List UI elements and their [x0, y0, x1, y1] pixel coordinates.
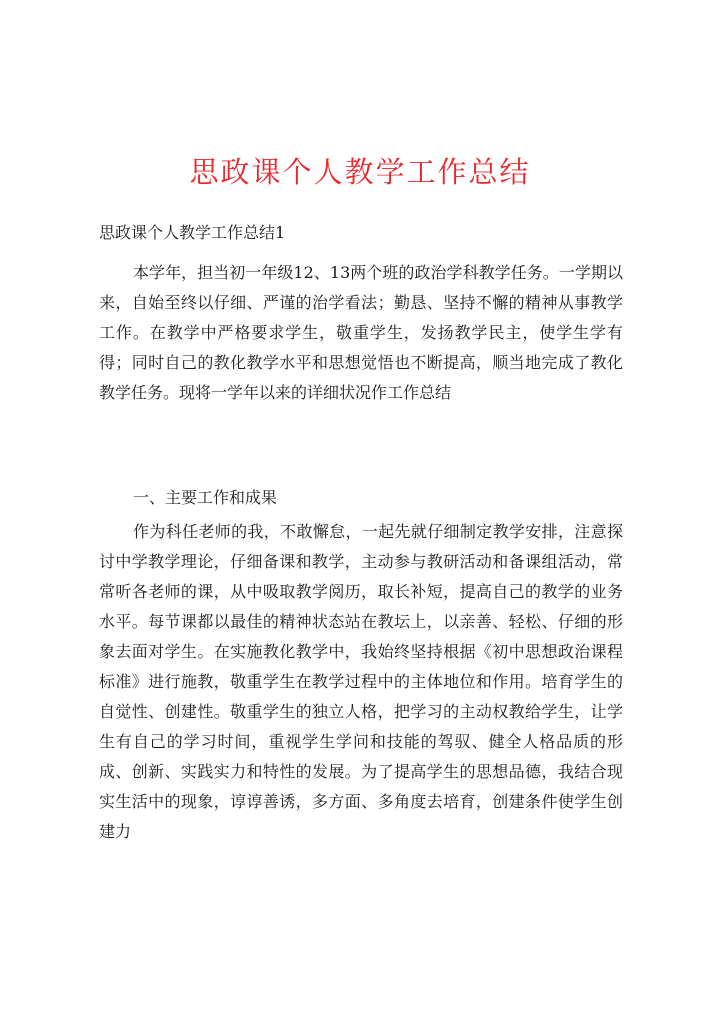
- document-title: 思政课个人教学工作总结: [189, 155, 531, 189]
- paragraph-main-work: 作为科任老师的我，不敢懈怠，一起先就仔细制定教学安排，注意探讨中学教学理论，仔细备课和教学，主动参与教研活动和备课组活动，常常听各老师的课，从中吸取教学阅历，取长补短，提高自己的教学的业务水平。每节课都以最佳的精神状态站在教坛上，以亲善、轻松、仔细的形象去面对学生。在实施教化教学中，我始终坚持根据《初中思想政治课程标准》进行施教，敬重学生在教学过程中的主体地位和作用。培育学生的自觉性、创建性。敬重学生的独立人格，把学习的主动权教给学生，让学生有自己的学习时间，重视学生学问和技能的驾驭、健全人格品质的形成、创新、实践实力和特性的发展。为了提高学生的思想品德，我结合现实生活中的现象，谆谆善诱，多方面、多角度去培育，创建条件使学生创建力: [99, 522, 623, 841]
- document-subtitle: 思政课个人教学工作总结1: [99, 223, 286, 242]
- paragraph-intro: 本学年，担当初一年级12、13两个班的政治学科教学任务。一学期以来，自始至终以仔细、严谨的治学看法；勤恳、坚持不懈的精神从事教学工作。在教学中严格要求学生，敬重学生，发扬教学民主，使学生学有得；同时自己的教化教学水平和思想觉悟也不断提高，顺当地完成了教化教学任务。现将一学年以来的详细状况作工作总结: [99, 263, 623, 402]
- section-heading-main-work: 一、主要工作和成果: [133, 488, 278, 507]
